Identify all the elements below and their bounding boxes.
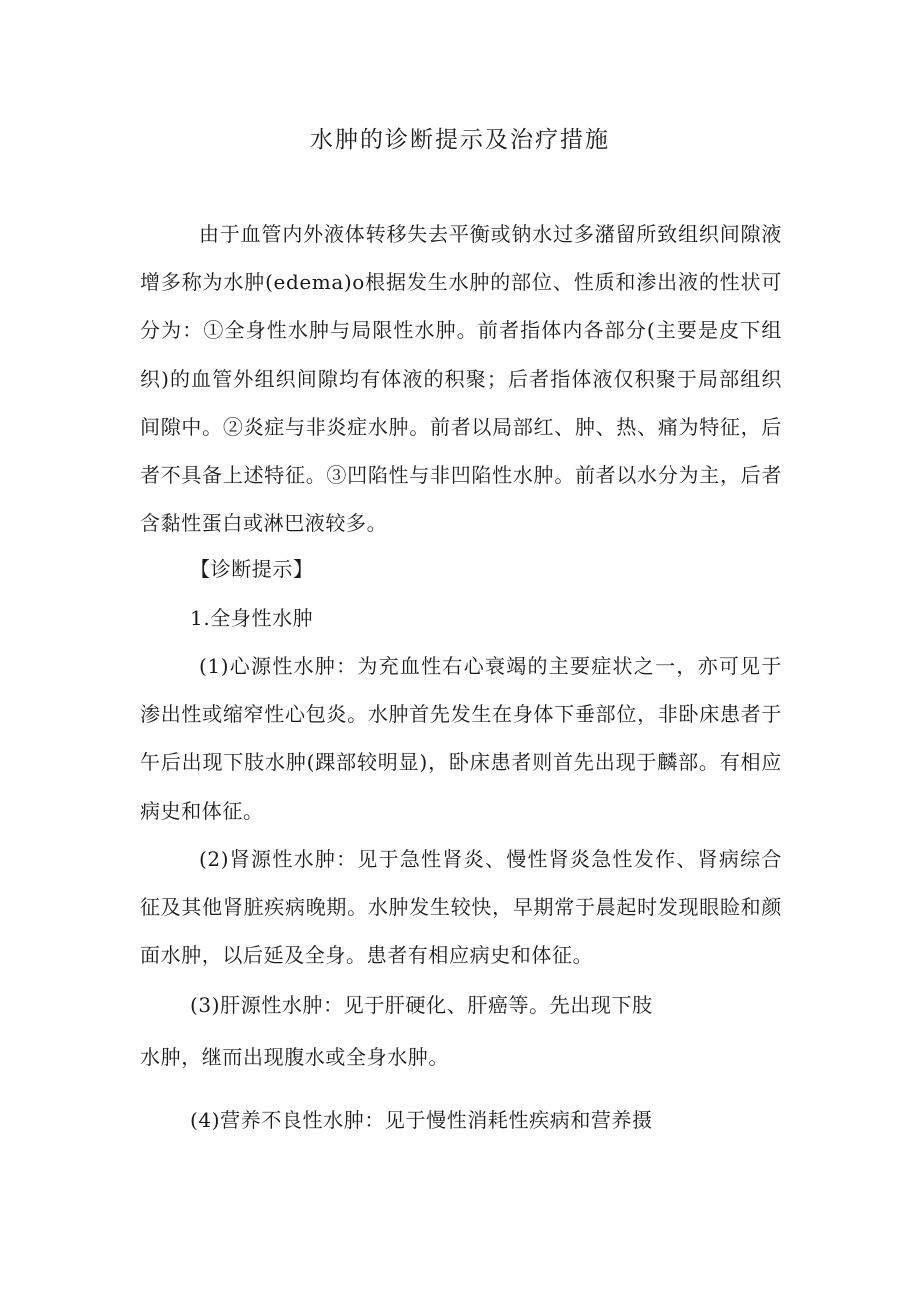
document-title: 水肿的诊断提示及治疗措施: [310, 127, 610, 153]
intro-paragraph: 由于血管内外液体转移失去平衡或钠水过多潴留所致组织间隙液增多称为水肿(edema)o根据发生水肿的部位、性质和渗出液的性状可分为：①全身性水肿与局限性水肿。前者指体内各部分(主要是皮下组织)的血管外组织间隙均有体液的积聚；后者指体液仅积聚于局部组织间隙中。②炎症与非炎症水肿。前者以局部红、肿、热、痛为特征，后者不具备上述特征。③凹陷性与非凹陷性水肿。前者以水分为主，后者含黏性蛋白或淋巴液较多。: [140, 222, 782, 536]
item-hepatic-edema-line2: 水肿，继而出现腹水或全身水肿。: [140, 1045, 449, 1069]
item-cardiac-edema: (1)心源性水肿：为充血性右心衰竭的主要症状之一，亦可见于渗出性或缩窄性心包炎。水肿首先发生在身体下垂部位，非卧床患者于午后出现下肢水肿(踝部较明显)，卧床患者则首先出现于麟部。有相应病史和体征。: [140, 654, 782, 823]
item-nutritional-edema-line1: (4)营养不良性水肿：见于慢性消耗性疾病和营养摄: [190, 1108, 653, 1132]
item-hepatic-edema-line1: (3)肝源性水肿：见于肝硬化、肝癌等。先出现下肢: [190, 993, 653, 1017]
section-heading-diagnosis: 【诊断提示】: [190, 557, 314, 581]
subsection-heading-generalized-edema: 1.全身性水肿: [190, 606, 314, 630]
item-renal-edema: (2)肾源性水肿：见于急性肾炎、慢性肾炎急性发作、肾病综合征及其他肾脏疾病晚期。水肿发生较快，早期常于晨起时发现眼睑和颜面水肿，以后延及全身。患者有相应病史和体征。: [140, 847, 782, 968]
